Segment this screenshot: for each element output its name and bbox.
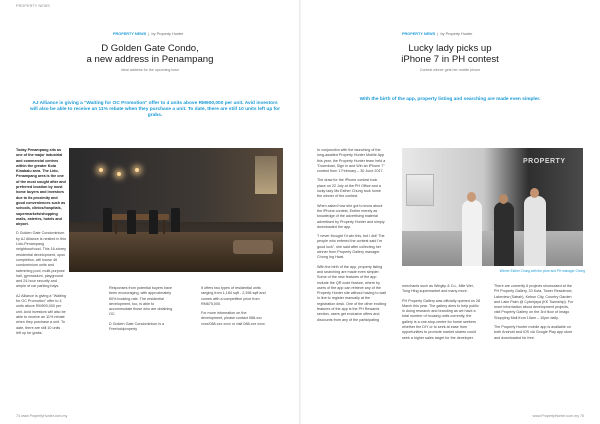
- paragraph: merchants such as Wingtip & Co., Mile Wei, Tong Hing supermarket and many more.: [402, 284, 474, 294]
- paragraph: In conjunction with the launching of the long-awaited Property Hunter Mobile App this year, the Property Hunter team held a "Download, Sign in and Win an iPhone 7" contest from 1 February – 30 June 2017.: [317, 148, 386, 174]
- photo-chair: [127, 210, 136, 234]
- byline: Contest winner gets her mobile phone: [419, 68, 481, 72]
- paragraph: When asked how she got to know about the iPhone contest, Esther merely as knowledge of the advertising material advertised by Property Hunter and simply downloaded the app.: [317, 203, 385, 229]
- body-column-1: [317, 148, 387, 327]
- kicker-author: by Property Hunter: [440, 32, 473, 36]
- photo-chair: [171, 208, 180, 232]
- photo-table-leg: [115, 220, 117, 234]
- paragraph: For more information on the development, please contact 088-xxx xxxx/088-xxx xxxx or visit 088-xxx xxxx.: [201, 311, 266, 326]
- paragraph: PH Property Gallery was officially opened on 28 March this year. The gallery aims to help public in doing research and branding as we have a total number of housing units currently, the gallery is a one-stop-centre for home seekers whether the DIY or to seek at ease from opportunities to promote market shares could seek a higher sales target for the developer.: [402, 298, 481, 340]
- photo-sofa: [233, 240, 273, 254]
- headline: [350, 43, 550, 65]
- running-head: PROPERTY NEWS: [16, 4, 51, 8]
- photo-chair: [103, 208, 112, 232]
- headline-line-2: a new address in Penampang: [86, 54, 214, 65]
- kicker-author: by Property Hunter: [151, 32, 184, 36]
- body-column-3: [201, 286, 269, 331]
- paragraph: It offers two types of residential units ranging from 1,184 sqft - 2,398 sqft and comes with a competitive price from RM675,000.: [201, 286, 266, 306]
- headline: [50, 43, 250, 65]
- lede: AJ Alliance is giving a "Waiting for OC Promotion" offer to 4 units above RM900,000 per unit. Avid investors will also be able to receive an 11% rebate when they purchase a unit. To date, there are still 10 units left up for grabs.: [30, 101, 280, 118]
- paragraph: With the birth of the app, property listing and searching are made even simpler. Some of the new features of the app include the QR code feature, where by users of the app can retrieve any of the Property Hunter site without having to wait in line to register manually at the registration desk. One of the other exciting features of the app is the PH Rewards section, users get exclusive offers and discounts from any of the participating: [317, 264, 387, 322]
- photo-caption: Winner Esther Chung with the prize and PH manager Chong: [499, 269, 585, 273]
- photo-table-leg: [163, 220, 165, 234]
- byline: Ideal address for the upcoming town: [121, 68, 179, 72]
- paragraph: Responses from potential buyers have been encouraging, with approximately 60% booking rate. The residential development, too, is able to accommodate those who are obtaining OC.: [109, 286, 173, 317]
- photo-head: [499, 194, 508, 204]
- page-folio: 74 www.PropertyHunter.com.my: [16, 414, 68, 418]
- body-column-2: [109, 286, 175, 336]
- paragraph: There are currently 6 projects showcased at the PH Property Gallery, 33 Kota, Tower Residence, Lakeview (Sabah), Kebun City, Country Garden and Lake Palm @ Cyberjaya (KK Township). For more information about development projects, visit Property Gallery on the 3rd floor of Imago Shopping Mall from 10am – 10pm daily.: [494, 284, 574, 320]
- showroom-photo: [69, 148, 283, 272]
- photo-lamp: [99, 168, 103, 172]
- kicker-separator: |: [147, 32, 151, 36]
- photo-person: [524, 196, 546, 266]
- photo-lamp: [117, 172, 121, 176]
- photo-window: [255, 156, 277, 194]
- photo-floor: [402, 231, 583, 266]
- photo-poster: [406, 174, 434, 206]
- photo-dining-table: [109, 214, 169, 220]
- page-folio: www.PropertyHunter.com.my 75: [532, 414, 584, 418]
- right-page: [300, 0, 600, 424]
- photo-person: [494, 202, 514, 266]
- lede: With the birth of the app, property listing and searching are made even simpler.: [359, 97, 541, 102]
- kicker: [113, 32, 183, 36]
- paragraph: Today Penampang sits as one of the major industrial and commercial centres within the greater Kota Kinabalu area. The Lido-Penampang area is the one of the most sought after and preferred location by most home buyers and investors due to its proximity and good conveniences such as schools, clinics/hospitals, supermarkets/shopping malls, eateries, hotels and airport.: [16, 148, 66, 227]
- headline-line-1: D Golden Gate Condo,: [101, 43, 199, 54]
- paragraph: "I never thought I'd win this, but I did! The people who entered the contest said I'm good luck", she said after collecting her winner from Property Gallery manager Chong Ing Hwai.: [317, 234, 385, 260]
- kicker-tag: PROPERTY NEWS: [113, 32, 147, 36]
- body-column-1: [16, 148, 66, 340]
- photo-head: [530, 188, 539, 198]
- prize-ceremony-photo: [402, 148, 583, 266]
- photo-head: [467, 192, 476, 202]
- body-column-2: [402, 284, 482, 345]
- kicker-tag: PROPERTY NEWS: [402, 32, 436, 36]
- headline-line-2: iPhone 7 in PH contest: [401, 54, 499, 65]
- headline-line-1: Lucky lady picks up: [408, 43, 492, 54]
- photo-chair: [149, 210, 158, 234]
- photo-lamp: [135, 168, 139, 172]
- paragraph: The draw for the iPhone contest took place on 22 July at the PH Office and a lucky lady Ms Esther Chung took home the winner of the contest.: [317, 178, 381, 199]
- body-column-3: [494, 284, 576, 345]
- photo-sign: PROPERTY: [523, 158, 566, 165]
- photo-person: [462, 200, 482, 266]
- paragraph: D Golden Gate Condominium by AJ Alliance is nestled in this Lido-Penampang neighbourhood. This 16-storey residential development, upon completion, will house 46 condominium units and swimming pool, multi-purpose hall, gymnasium, playground and 24-hour security and ample of car parking bays.: [16, 231, 67, 289]
- paragraph: AJ Alliance is giving a "Waiting for OC Promotion" offer to 4 units above RM900,000 per unit. Avid investors will also be able to receive an 11% rebate when they purchase a unit. To date, there are still 10 units left up for grabs.: [16, 293, 66, 335]
- paragraph: The Property Hunter mobile app is available on both Android and iOS via Google Play app store and downloaded for free.: [494, 325, 573, 340]
- paragraph: D Golden Gate Condominium is a Freeholdproperty: [109, 321, 165, 332]
- kicker: [402, 32, 472, 36]
- kicker-separator: |: [436, 32, 440, 36]
